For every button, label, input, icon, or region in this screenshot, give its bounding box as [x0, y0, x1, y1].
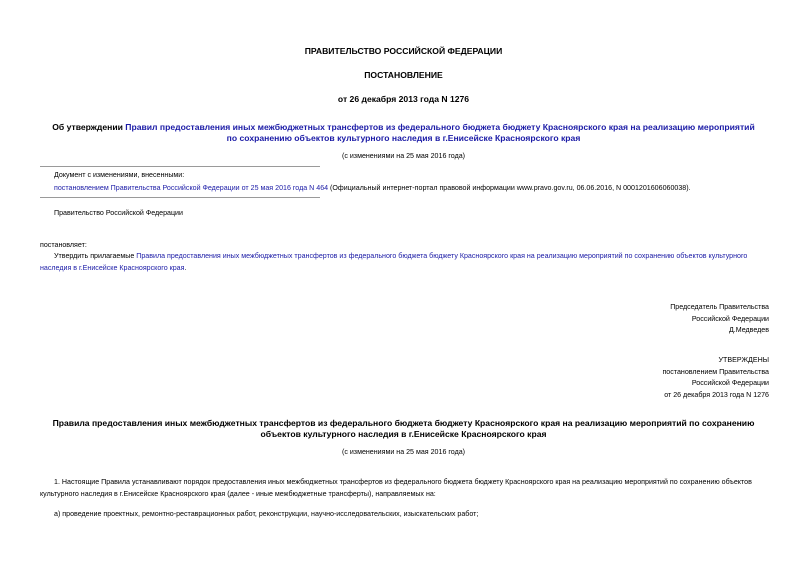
rules-title-line2: объектов культурного наследия в г.Енисейске Красноярского края — [260, 429, 547, 439]
approved-decree: постановлением Правительства — [662, 367, 769, 376]
approved-date: от 26 декабря 2013 года N 1276 — [664, 390, 769, 399]
approve-end: . — [184, 263, 187, 272]
title-rules-link[interactable]: Правил предоставления иных межбюджетных трансфертов из федерального бюджета бюджету Красноярского края на реализацию мероприятий — [125, 122, 755, 132]
approved-block — [662, 355, 769, 401]
approved-heading: УТВЕРЖДЕНЫ — [718, 356, 769, 364]
approved-rules-link-cont[interactable]: наследия в г.Енисейске Красноярского края — [40, 263, 185, 272]
rules-title — [0, 418, 807, 440]
document-type: ПОСТАНОВЛЕНИЕ — [364, 70, 443, 80]
signature-position: Председатель Правительства — [670, 303, 769, 311]
document-title — [0, 122, 807, 144]
approved-country: Российской Федерации — [691, 379, 769, 387]
government-heading: ПРАВИТЕЛЬСТВО РОССИЙСКОЙ ФЕДЕРАЦИИ — [304, 46, 503, 56]
changes-note: (с изменениями на 25 мая 2016 года) — [341, 152, 466, 160]
rules-changes-note: (с изменениями на 25 мая 2016 года) — [341, 448, 466, 456]
title-rules-link-cont[interactable]: по сохранению объектов культурного наследия в г.Енисейске Красноярского края — [226, 133, 581, 143]
rules-paragraph-1 — [40, 477, 780, 500]
paragraph-1-line1: 1. Настоящие Правила устанавливают порядок предоставления иных межбюджетных трансфертов из федерального бюджета бюджету Красноярского края на реализацию мероприятий по сохранению объектов — [54, 478, 752, 486]
approve-prefix: Утвердить прилагаемые — [54, 252, 137, 260]
signature-country: Российской Федерации — [691, 314, 769, 323]
rules-title-line1: Правила предоставления иных межбюджетных трансфертов из федерального бюджета бюджету Красноярского края на реализацию мероприятий по сохранению — [52, 418, 755, 428]
paragraph-1-line2: культурного наследия в г.Енисейске Красноярского края (далее - иные межбюджетные трансферты), направляемых на: — [40, 489, 436, 498]
changes-line — [54, 183, 774, 195]
publication-info: (Официальный интернет-портал правовой информации www.pravo.gov.ru, 06.06.2016, N 0001201606060038). — [328, 183, 691, 192]
signature-name: Д.Медведев — [728, 326, 769, 334]
rules-item-a: а) проведение проектных, ремонтно-реставрационных работ, реконструкции, научно-исследовательских, изыскательских работ; — [54, 510, 479, 518]
changes-label: Документ с изменениями, внесенными: — [54, 171, 185, 179]
title-prefix: Об утверждении — [52, 122, 126, 132]
divider-top — [40, 166, 320, 167]
approve-paragraph — [40, 251, 770, 274]
amendment-decree-link[interactable]: постановлением Правительства Российской Федерации от 25 мая 2016 года N 464 — [54, 183, 329, 192]
signature-block — [670, 302, 769, 337]
government-line: Правительство Российской Федерации — [54, 209, 183, 217]
changes-block — [54, 170, 774, 194]
document-date-number: от 26 декабря 2013 года N 1276 — [337, 94, 470, 104]
divider-bottom — [40, 197, 320, 198]
approved-rules-link[interactable]: Правила предоставления иных межбюджетных трансфертов из федерального бюджета бюджету Красноярского края на реализацию мероприятий по сохранению объектов культурного — [136, 252, 748, 260]
decrees-word: постановляет: — [40, 241, 87, 249]
